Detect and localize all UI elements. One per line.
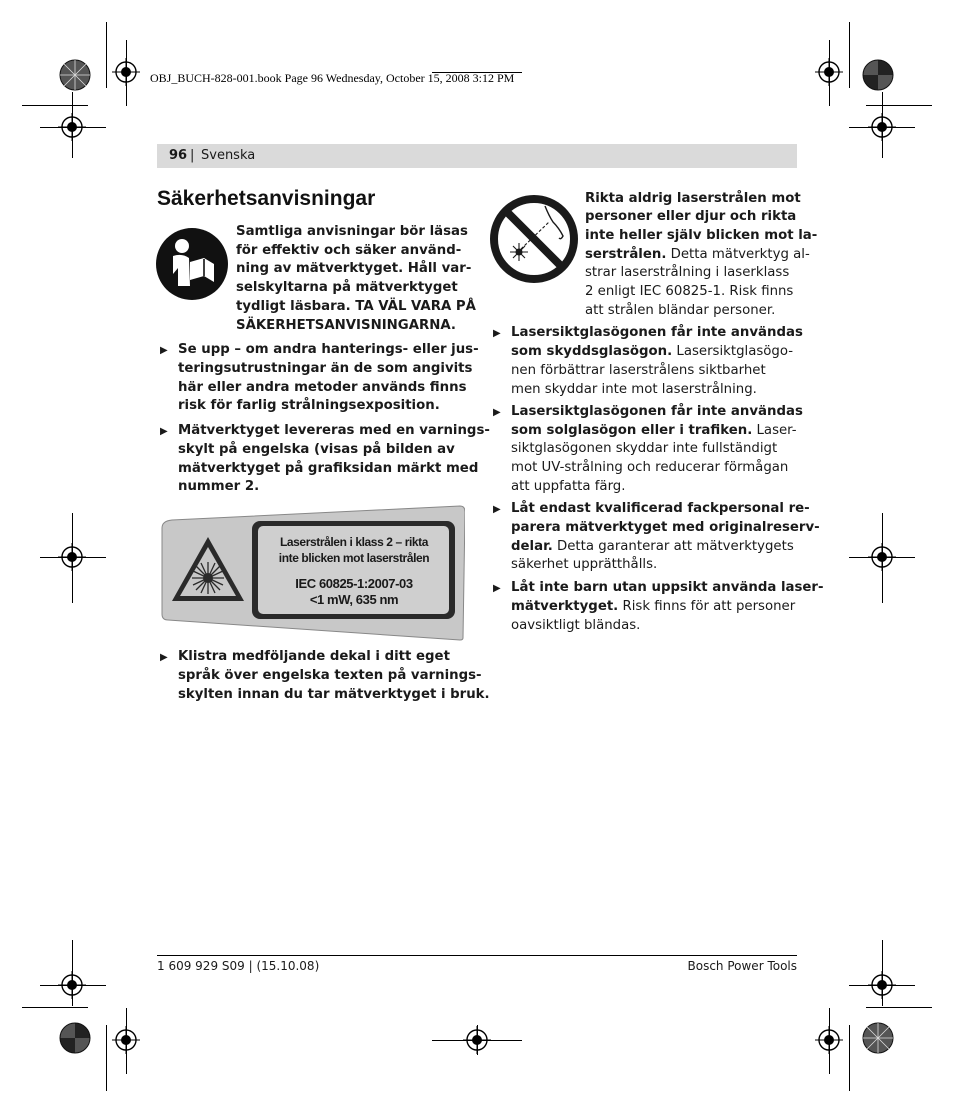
- bullet-line: nen förbättrar laserstrålens siktbarhet: [511, 363, 766, 378]
- bullet-line: som solglasögon eller i trafiken. Laser-: [511, 423, 797, 438]
- right-intro-line: serstrålen. Detta mätverktyg al-: [585, 247, 810, 262]
- page-header-bar: [157, 144, 797, 168]
- label-line: inte blicken mot laserstrålen: [278, 551, 430, 565]
- bullet-line: mätverktyget på grafiksidan märkt med: [178, 461, 479, 476]
- registration-mark-icon: [868, 543, 896, 571]
- bullet-line: parera mätverktyget med originalreserv-: [511, 520, 820, 535]
- bullet-line: oavsiktligt bländas.: [511, 618, 641, 633]
- bullet-line: språk över engelska texten på varnings-: [178, 668, 482, 683]
- triangle-bullet-icon: ▶: [493, 504, 501, 515]
- bullet-line: som skyddsglasögon. Lasersiktglasögo-: [511, 344, 794, 359]
- bullet-line: här eller andra metoder används finns: [178, 380, 467, 395]
- label-line: Laserstrålen i klass 2 – rikta: [279, 535, 429, 549]
- bullet-line: säkerhet upprätthålls.: [511, 557, 658, 572]
- right-intro-line: personer eller djur och rikta: [585, 209, 797, 224]
- triangle-bullet-icon: ▶: [160, 345, 168, 356]
- color-target-icon: [59, 1022, 91, 1054]
- triangle-bullet-icon: ▶: [160, 426, 168, 437]
- color-target-icon: [862, 1022, 894, 1054]
- color-target-icon: [59, 59, 91, 91]
- right-intro-line: att strålen bländar personer.: [585, 303, 776, 318]
- footer-doc-number: 1 609 929 S09 | (15.10.08): [157, 959, 320, 973]
- color-target-icon: [862, 59, 894, 91]
- bullet-line: Se upp – om andra hanterings- eller jus-: [178, 342, 479, 357]
- registration-mark-icon: [58, 113, 86, 141]
- laser-warning-label: [160, 504, 465, 641]
- registration-mark-icon: [815, 1026, 843, 1054]
- laser-warning-triangle-icon: [190, 560, 226, 596]
- intro-line: Samtliga anvisningar bör läsas: [236, 224, 468, 239]
- label-line: <1 mW, 635 nm: [309, 592, 399, 607]
- right-intro-line: inte heller själv blicken mot la-: [585, 228, 818, 243]
- triangle-bullet-icon: ▶: [493, 328, 501, 339]
- intro-line: selskyltarna på mätverktyget: [236, 280, 458, 295]
- no-laser-at-eyes-icon: [489, 194, 579, 284]
- intro-line: SÄKERHETSANVISNINGARNA.: [236, 318, 456, 333]
- page-title: Säkerhetsanvisningar: [157, 187, 376, 210]
- bullet-line: Mätverktyget levereras med en varnings-: [178, 423, 490, 438]
- bullet-line: Låt inte barn utan uppsikt använda laser-: [511, 580, 824, 595]
- header-language: Svenska: [201, 148, 256, 163]
- triangle-bullet-icon: ▶: [493, 407, 501, 418]
- registration-mark-icon: [868, 113, 896, 141]
- bullet-line: nummer 2.: [178, 479, 260, 494]
- read-manual-icon: [156, 228, 228, 300]
- bullet-line: mot UV-strålning och reducerar förmågan: [511, 460, 789, 475]
- bullet-line: Klistra medföljande dekal i ditt eget: [178, 649, 450, 664]
- intro-line: ning av mätverktyget. Håll var-: [236, 261, 472, 276]
- bullet-line: siktglasögonen skyddar inte fullständigt: [511, 441, 778, 456]
- intro-line: tydligt läsbara. TA VÄL VARA PÅ: [236, 299, 476, 314]
- bullet-line: att uppfatta färg.: [511, 479, 626, 494]
- footer-brand: Bosch Power Tools: [687, 959, 797, 973]
- registration-mark-icon: [463, 1026, 491, 1054]
- registration-mark-icon: [112, 58, 140, 86]
- bullet-line: Låt endast kvalificerad fackpersonal re-: [511, 501, 810, 516]
- bullet-line: skylten innan du tar mätverktyget i bruk.: [178, 687, 490, 702]
- bullet-line: delar. Detta garanterar att mätverktygets: [511, 539, 794, 554]
- bullet-line: risk för farlig strålningsexposition.: [178, 398, 440, 413]
- bullet-line: mätverktyget. Risk finns för att personer: [511, 599, 796, 614]
- triangle-bullet-icon: ▶: [493, 583, 501, 594]
- bullet-line: Lasersiktglasögonen får inte användas: [511, 325, 803, 340]
- bullet-line: men skyddar inte mot laserstrålning.: [511, 382, 757, 397]
- right-intro-line: Rikta aldrig laserstrålen mot: [585, 191, 801, 206]
- print-meta: OBJ_BUCH-828-001.book Page 96 Wednesday, October 15, 2008 3:12 PM: [150, 71, 515, 85]
- page-number: 96: [169, 148, 188, 163]
- intro-line: för effektiv och säker använd-: [236, 243, 462, 258]
- footer-divider: [157, 955, 797, 956]
- registration-mark-icon: [58, 971, 86, 999]
- bullet-line: teringsutrustningar än de som angivits: [178, 361, 473, 376]
- triangle-bullet-icon: ▶: [160, 652, 168, 663]
- header-separator: |: [190, 148, 195, 163]
- right-intro-line: strar laserstrålning i laserklass: [585, 265, 790, 280]
- registration-mark-icon: [58, 543, 86, 571]
- right-intro-line: 2 enligt IEC 60825-1. Risk finns: [585, 284, 794, 299]
- bullet-line: Lasersiktglasögonen får inte användas: [511, 404, 803, 419]
- registration-mark-icon: [112, 1026, 140, 1054]
- registration-mark-icon: [815, 58, 843, 86]
- registration-mark-icon: [868, 971, 896, 999]
- label-line: IEC 60825-1:2007-03: [295, 576, 413, 591]
- bullet-line: skylt på engelska (visas på bilden av: [178, 442, 455, 457]
